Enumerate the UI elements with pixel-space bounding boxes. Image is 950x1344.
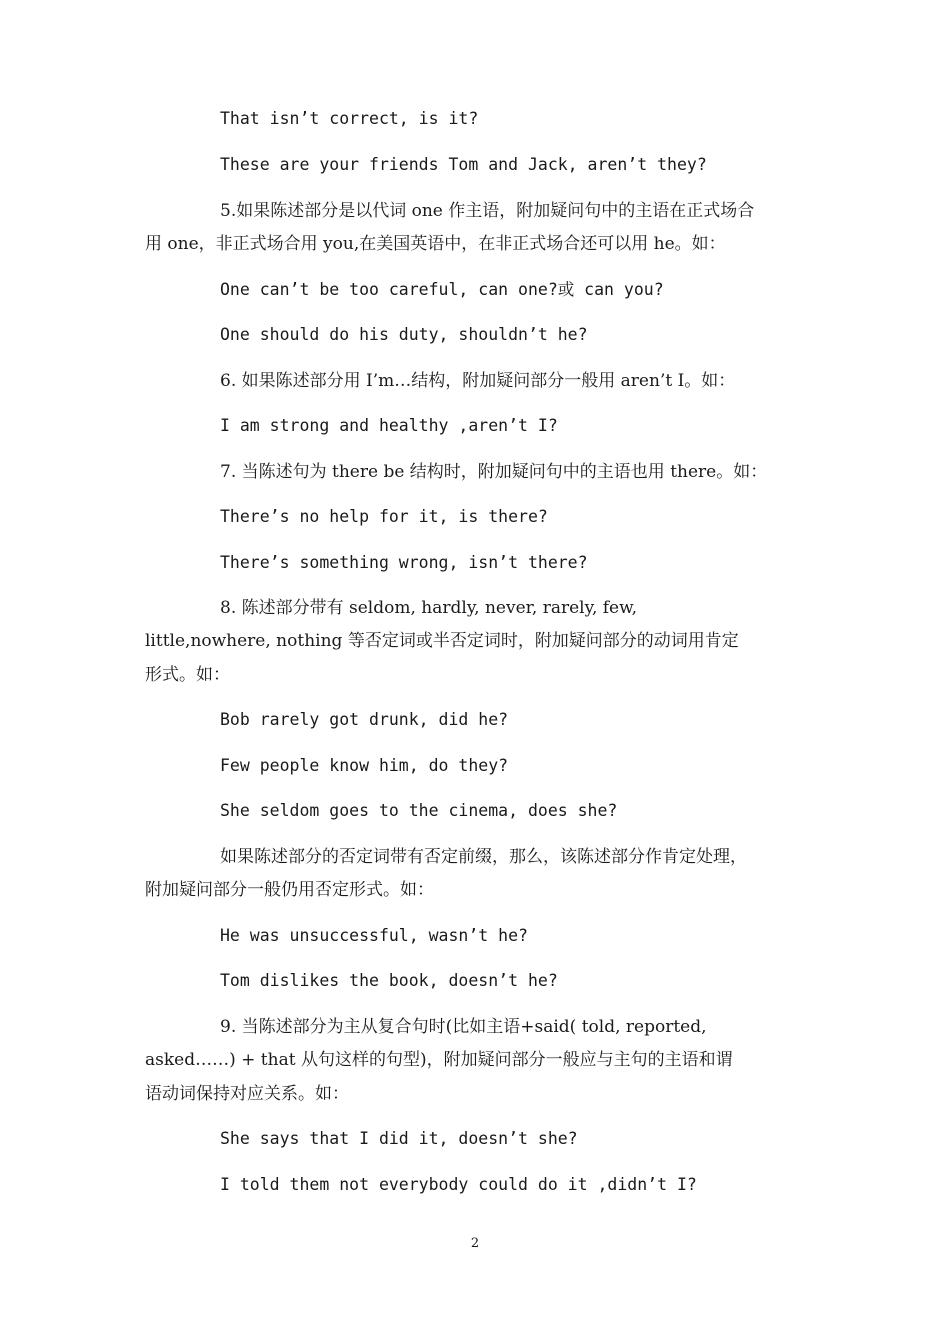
example-sentence: Bob rarely got drunk, did he? <box>220 710 509 729</box>
rule-8-text: 8. 陈述部分带有 seldom, hardly, never, rarely, few, <box>220 598 638 618</box>
rule-9-text: 9. 当陈述部分为主从复合句时(比如主语+said( told, reported, <box>220 1017 707 1037</box>
example-sentence: I told them not everybody could do it ,didn’t I? <box>220 1175 697 1194</box>
rule-8-text: 形式。如： <box>145 665 230 685</box>
example-sentence: That isn’t correct, is it? <box>220 109 479 128</box>
example-sentence: Few people know him, do they? <box>220 756 509 775</box>
example-sentence: There’s something wrong, isn’t there? <box>220 553 588 572</box>
rule-9-text: asked……) + that 从句这样的句型)，附加疑问部分一般应与主句的主语和谓 <box>145 1050 733 1070</box>
example-sentence: He was unsuccessful, wasn’t he? <box>220 926 528 945</box>
rule-9-text: 语动词保持对应关系。如： <box>145 1084 349 1104</box>
rule-5-text: 5.如果陈述部分是以代词 one 作主语，附加疑问句中的主语在正式场合 <box>220 201 755 221</box>
example-sentence: I am strong and healthy ,aren’t I? <box>220 416 558 435</box>
rule-6-text: 6. 如果陈述部分用 I’m…结构，附加疑问部分一般用 aren’t I。如： <box>220 371 736 391</box>
example-sentence: These are your friends Tom and Jack, aren’t they? <box>220 155 707 174</box>
example-sentence: One should do his duty, shouldn’t he? <box>220 325 588 344</box>
example-sentence: There’s no help for it, is there? <box>220 507 548 526</box>
example-sentence: She says that I did it, doesn’t she? <box>220 1129 578 1148</box>
example-sentence: Tom dislikes the book, doesn’t he? <box>220 971 558 990</box>
note-text: 附加疑问部分一般仍用否定形式。如： <box>145 880 434 900</box>
note-text: 如果陈述部分的否定词带有否定前缀，那么，该陈述部分作肯定处理， <box>220 847 747 867</box>
rule-8-text: little,nowhere, nothing 等否定词或半否定词时，附加疑问部分的动词用肯定 <box>145 631 739 651</box>
example-sentence: One can’t be too careful, can one?或 can you? <box>220 280 664 299</box>
example-sentence: She seldom goes to the cinema, does she? <box>220 801 618 820</box>
page-number: 2 <box>470 1236 480 1251</box>
rule-5-text: 用 one，非正式场合用 you,在美国英语中，在非正式场合还可以用 he。如： <box>145 234 726 254</box>
rule-7-text: 7. 当陈述句为 there be 结构时，附加疑问句中的主语也用 there。如： <box>220 462 768 482</box>
